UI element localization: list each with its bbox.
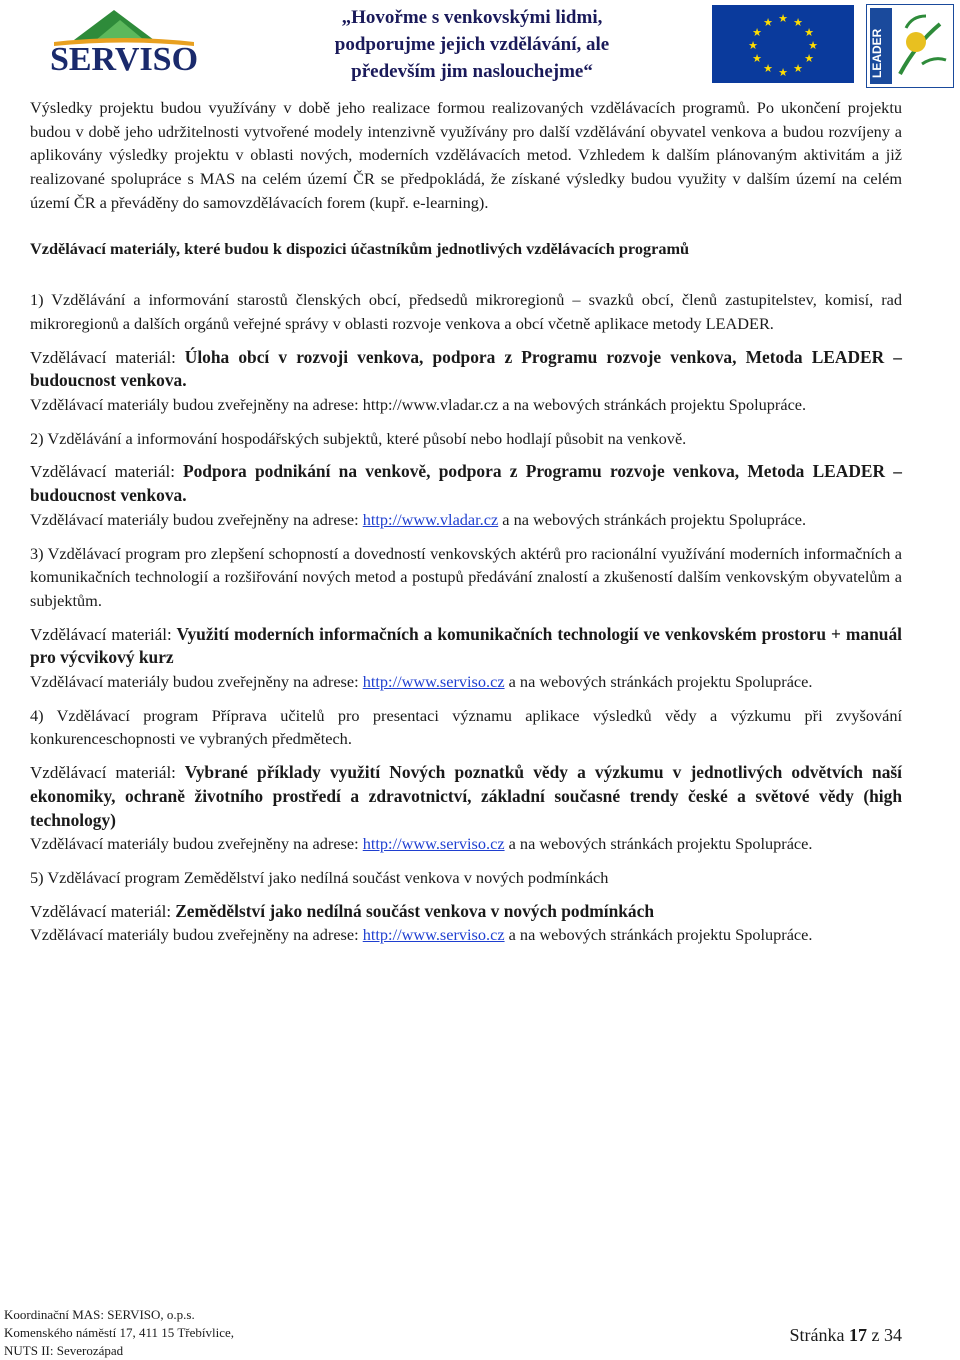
material-link[interactable]: http://www.vladar.cz (362, 509, 499, 529)
svg-text:★: ★ (752, 26, 762, 39)
program-4-material (30, 761, 902, 832)
published-suffix: a na webových stránkách projektu Spolupráce. (508, 925, 813, 945)
svg-text:★: ★ (804, 52, 814, 65)
svg-text:★: ★ (752, 52, 762, 65)
serviso-mountain-icon (34, 6, 214, 74)
program-2-published (30, 508, 902, 532)
published-prefix: Vzdělávací materiály budou zveřejněny na adrese: (30, 395, 359, 415)
material-label: Vzdělávací materiál: (30, 462, 176, 482)
motto-line-1: „Hovořme s venkovskými lidmi, (341, 7, 603, 28)
published-prefix: Vzdělávací materiály budou zveřejněny na adrese: (30, 925, 359, 945)
published-prefix: Vzdělávací materiály budou zveřejněny na adrese: (30, 834, 359, 854)
page-total: 34 (884, 1325, 902, 1345)
material-title: Podpora podnikání na venkově, podpora z Programu rozvoje venkova, Metoda LEADER – budoucnost venkova. (30, 461, 902, 506)
svg-text:★: ★ (778, 66, 788, 79)
header-motto (262, 4, 682, 85)
program-3-description: 3) Vzdělávací program pro zlepšení schopností a dovedností venkovských aktérů pro racionální využívání moderních informačních a komunikačních technologií a rozšiřování nových metod a postupů předávání znalostí a zkušeností dalším venkovským obyvatelům a subjektům. (30, 543, 902, 610)
published-suffix: a na webových stránkách projektu Spolupráce. (502, 395, 807, 415)
page-of: z (871, 1325, 880, 1345)
footer-line-1: Koordinační MAS: SERVISO, o.p.s. (4, 1307, 195, 1322)
material-label: Vzdělávací materiál: (30, 624, 172, 644)
program-3-material (30, 623, 902, 670)
program-5-description: 5) Vzdělávací program Zemědělství jako nedílná součást venkova v nových podmínkách (30, 867, 609, 887)
leader-logo (866, 4, 954, 88)
page-footer (4, 1306, 384, 1360)
motto-line-3: především jim naslouchejme“ (351, 61, 593, 82)
material-title: Využití moderních informačních a komunikačních technologií ve venkovském prostoru + manuál pro výcvikový kurz (30, 623, 902, 668)
material-url: http://www.vladar.cz (362, 395, 499, 415)
svg-text:★: ★ (763, 16, 773, 29)
program-4-description: 4) Vzdělávací program Příprava učitelů pro presentaci významu aplikace výsledků vědy a výzkumu při zvyšování konkurenceschopnosti ve vybraných předmětech. (30, 705, 902, 749)
svg-text:★: ★ (808, 39, 818, 52)
page-header (0, 0, 960, 92)
program-5-published (30, 923, 902, 947)
published-suffix: a na webových stránkách projektu Spolupráce. (502, 509, 807, 529)
material-link[interactable]: http://www.serviso.cz (362, 925, 505, 945)
material-title: Úloha obcí v rozvoji venkova, podpora z Programu rozvoje venkova, Metoda LEADER – budoucnost venkova. (30, 346, 902, 391)
material-label: Vzdělávací materiál: (30, 901, 172, 921)
program-3-published (30, 670, 902, 694)
material-title: Zemědělství jako nedílná součást venkova v nových podmínkách (175, 900, 654, 921)
material-link[interactable]: http://www.serviso.cz (362, 672, 505, 692)
footer-line-3: NUTS II: Severozápad (4, 1343, 124, 1358)
document-body (30, 96, 902, 947)
svg-text:★: ★ (793, 16, 803, 29)
section-heading: Vzdělávací materiály, které budou k dispozici účastníkům jednotlivých vzdělávacích programů (30, 238, 690, 258)
page-label: Stránka (789, 1325, 845, 1345)
published-prefix: Vzdělávací materiály budou zveřejněny na adrese: (30, 509, 359, 529)
motto-line-2: podporujme jejich vzdělávání, ale (334, 34, 610, 55)
published-suffix: a na webových stránkách projektu Spolupráce. (508, 672, 813, 692)
material-label: Vzdělávací materiál: (30, 763, 176, 783)
program-1-description: 1) Vzdělávání a informování starostů členských obcí, předsedů mikroregionů – svazků obcí, členů zastupitelstev, komisí, rad mikroregionů a dalších orgánů veřejné správy v oblasti rozvoje venkova a obcí včetně aplikace metody LEADER. (30, 290, 902, 333)
published-prefix: Vzdělávací materiály budou zveřejněny na adrese: (30, 672, 359, 692)
material-link[interactable]: http://www.serviso.cz (362, 834, 505, 854)
published-suffix: a na webových stránkách projektu Spolupráce. (508, 834, 813, 854)
program-2-description: 2) Vzdělávání a informování hospodářských subjektů, které působí nebo hodlají působit na venkově. (30, 428, 687, 448)
material-label: Vzdělávací materiál: (30, 347, 176, 367)
intro-paragraph: Výsledky projektu budou využívány v době jeho realizace formou realizovaných vzdělávacích programů. Po ukončení projektu budou v době jeho udržitelnosti vytvořené modely intenzivně využívány pro další vzdělávání obyvatel venkova a budou rozvíjeny a aplikovány výsledky projektu v oblasti nových, moderních vzdělávacích metod. Vzhledem k dalším plánovaným aktivitám a již realizované spolupráce s MAS na celém území ČR se předpokládá, že získané výsledky budou využity v dalším území na celém území ČR a převáděny do samovzdělávacích forem (kupř. e-learning). (30, 98, 902, 212)
svg-text:★: ★ (778, 12, 788, 25)
page-current: 17 (849, 1325, 867, 1345)
svg-text:★: ★ (748, 39, 758, 52)
program-4-published (30, 832, 902, 856)
serviso-logo-text: SERVISO (49, 41, 199, 74)
svg-text:★: ★ (763, 62, 773, 75)
serviso-logo (34, 6, 214, 74)
material-title: Vybrané příklady využití Nových poznatků vědy a výzkumu v jednotlivých odvětvích naší ekonomiky, ochraně životního prostředí a zdravotnictví, základní současné trendy české a světové vědy (high technology) (30, 762, 902, 830)
program-5-material (30, 900, 902, 924)
leader-logo-text: LEADER (870, 28, 884, 78)
svg-text:★: ★ (793, 62, 803, 75)
page-number (790, 1325, 902, 1346)
program-1-material (30, 346, 902, 393)
program-2-material (30, 460, 902, 507)
svg-text:★: ★ (804, 26, 814, 39)
program-1-published (30, 393, 902, 417)
footer-line-2: Komenského náměstí 17, 411 15 Třebívlice, (4, 1325, 234, 1340)
eu-flag-icon (712, 5, 854, 83)
